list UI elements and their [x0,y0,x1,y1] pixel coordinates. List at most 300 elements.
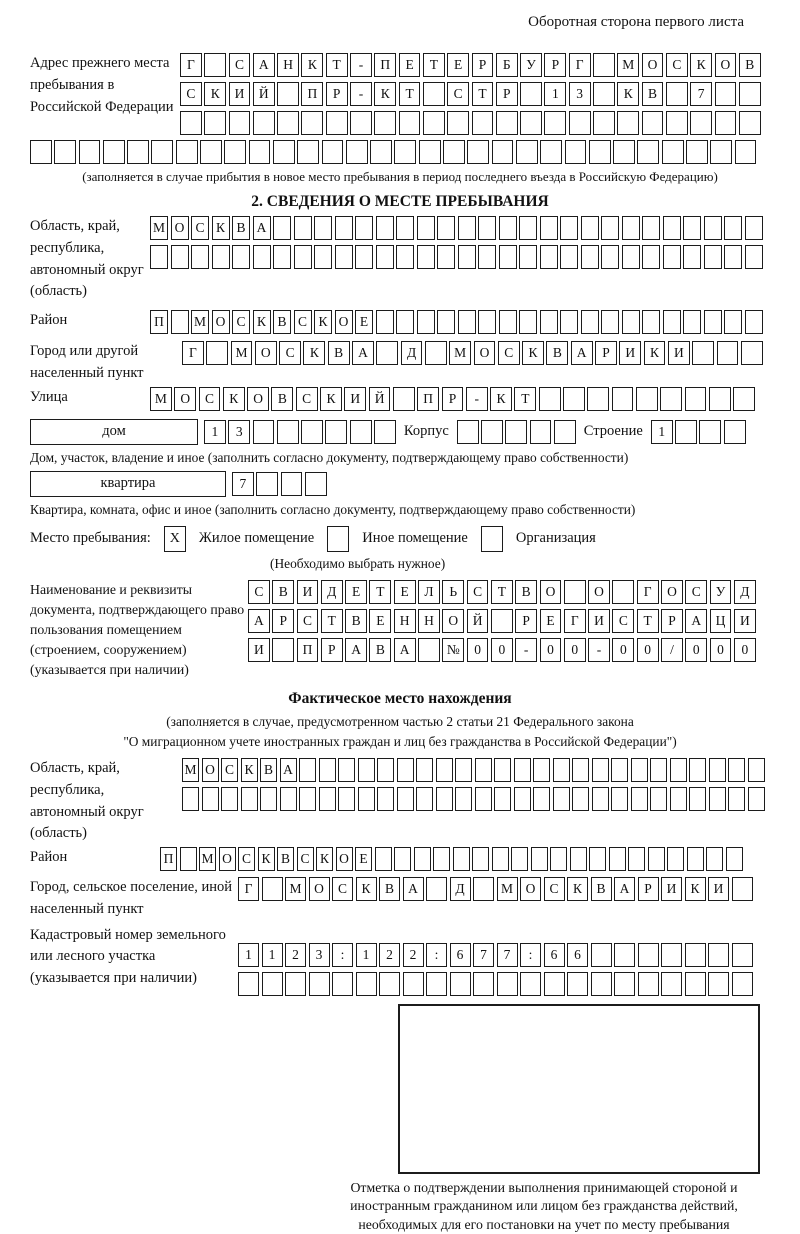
char-cell[interactable] [560,310,578,334]
char-cell[interactable]: 0 [685,638,707,662]
char-cell[interactable]: М [191,310,209,334]
char-cell[interactable]: - [588,638,610,662]
char-cell[interactable] [692,341,714,365]
char-cell[interactable]: Т [399,82,421,106]
char-cell[interactable] [497,972,518,996]
char-cell[interactable]: К [617,82,639,106]
char-cell[interactable]: С [666,53,688,77]
char-cell[interactable] [423,111,445,135]
char-cell[interactable] [417,216,435,240]
char-cell[interactable] [309,972,330,996]
char-cell[interactable] [628,847,645,871]
char-cell[interactable] [299,758,316,782]
char-cell[interactable] [540,140,562,164]
char-cell[interactable] [675,420,697,444]
char-cell[interactable] [663,216,681,240]
char-cell[interactable] [414,847,431,871]
char-cell[interactable]: Н [394,609,416,633]
char-cell[interactable] [79,140,101,164]
char-cell[interactable] [511,847,528,871]
char-cell[interactable] [314,245,332,269]
char-cell[interactable] [319,787,336,811]
char-cell[interactable]: С [221,758,238,782]
char-cell[interactable] [732,972,753,996]
char-cell[interactable] [601,310,619,334]
char-cell[interactable] [530,420,552,444]
char-cell[interactable]: И [619,341,641,365]
char-cell[interactable] [612,580,634,604]
char-cell[interactable] [436,787,453,811]
char-cell[interactable]: О [661,580,683,604]
char-cell[interactable] [171,310,189,334]
char-cell[interactable] [150,245,168,269]
char-cell[interactable]: - [350,53,372,77]
char-cell[interactable] [706,847,723,871]
char-cell[interactable] [253,420,275,444]
char-cell[interactable] [437,310,455,334]
char-cell[interactable] [724,310,742,334]
char-cell[interactable] [253,245,271,269]
char-cell[interactable] [416,758,433,782]
char-cell[interactable]: К [314,310,332,334]
char-cell[interactable] [457,420,479,444]
char-cell[interactable]: К [690,53,712,77]
char-cell[interactable]: В [739,53,761,77]
char-cell[interactable]: № [442,638,464,662]
char-cell[interactable] [224,140,246,164]
char-cell[interactable] [335,216,353,240]
char-cell[interactable]: 1 [238,943,259,967]
char-cell[interactable]: / [661,638,683,662]
char-cell[interactable] [581,216,599,240]
char-cell[interactable]: Р [515,609,537,633]
char-cell[interactable] [592,787,609,811]
char-cell[interactable] [346,140,368,164]
char-cell[interactable]: Г [569,53,591,77]
char-cell[interactable]: С [238,847,255,871]
char-cell[interactable] [660,387,682,411]
char-cell[interactable] [273,216,291,240]
char-cell[interactable] [514,758,531,782]
char-cell[interactable] [554,420,576,444]
char-cell[interactable] [350,420,372,444]
char-cell[interactable] [358,758,375,782]
char-cell[interactable]: В [271,387,293,411]
char-cell[interactable]: М [231,341,253,365]
char-cell[interactable] [262,972,283,996]
char-cell[interactable] [569,111,591,135]
char-cell[interactable]: О [255,341,277,365]
char-cell[interactable] [437,245,455,269]
char-cell[interactable] [687,847,704,871]
char-cell[interactable]: В [277,847,294,871]
char-cell[interactable] [591,972,612,996]
zhiloe-checkbox[interactable]: X [164,526,186,552]
char-cell[interactable]: Е [355,847,372,871]
char-cell[interactable] [455,787,472,811]
char-cell[interactable] [690,111,712,135]
char-cell[interactable]: А [403,877,424,901]
char-cell[interactable] [732,943,753,967]
char-cell[interactable] [733,387,755,411]
char-cell[interactable]: С [498,341,520,365]
char-cell[interactable] [587,387,609,411]
char-cell[interactable] [636,387,658,411]
char-cell[interactable]: 1 [651,420,673,444]
char-cell[interactable] [397,758,414,782]
char-cell[interactable]: - [350,82,372,106]
char-cell[interactable]: Р [544,53,566,77]
char-cell[interactable]: К [223,387,245,411]
char-cell[interactable]: У [710,580,732,604]
char-cell[interactable]: С [297,609,319,633]
char-cell[interactable] [565,140,587,164]
char-cell[interactable] [710,140,732,164]
char-cell[interactable]: Т [472,82,494,106]
char-cell[interactable] [567,972,588,996]
char-cell[interactable] [221,787,238,811]
char-cell[interactable] [332,972,353,996]
char-cell[interactable] [715,111,737,135]
char-cell[interactable] [473,877,494,901]
char-cell[interactable] [667,847,684,871]
char-cell[interactable] [611,758,628,782]
char-cell[interactable]: Б [496,53,518,77]
char-cell[interactable] [728,758,745,782]
char-cell[interactable] [393,387,415,411]
char-cell[interactable]: И [734,609,756,633]
char-cell[interactable]: Т [637,609,659,633]
char-cell[interactable] [377,758,394,782]
char-cell[interactable] [238,972,259,996]
char-cell[interactable]: С [296,387,318,411]
char-cell[interactable] [338,758,355,782]
char-cell[interactable] [709,758,726,782]
char-cell[interactable] [358,787,375,811]
char-cell[interactable]: А [345,638,367,662]
char-cell[interactable] [253,111,275,135]
char-cell[interactable] [732,877,753,901]
char-cell[interactable] [708,943,729,967]
char-cell[interactable]: Г [564,609,586,633]
char-cell[interactable] [396,216,414,240]
char-cell[interactable] [322,140,344,164]
char-cell[interactable]: В [345,609,367,633]
char-cell[interactable] [273,140,295,164]
char-cell[interactable] [355,216,373,240]
char-cell[interactable] [572,758,589,782]
char-cell[interactable] [728,787,745,811]
char-cell[interactable] [394,140,416,164]
char-cell[interactable]: П [417,387,439,411]
char-cell[interactable] [685,943,706,967]
char-cell[interactable] [609,847,626,871]
char-cell[interactable]: Р [595,341,617,365]
char-cell[interactable]: П [297,638,319,662]
char-cell[interactable] [494,758,511,782]
char-cell[interactable]: К [490,387,512,411]
char-cell[interactable] [256,472,278,496]
char-cell[interactable]: В [546,341,568,365]
char-cell[interactable] [670,787,687,811]
char-cell[interactable] [273,245,291,269]
char-cell[interactable] [458,245,476,269]
char-cell[interactable] [374,111,396,135]
char-cell[interactable] [419,140,441,164]
char-cell[interactable] [204,111,226,135]
char-cell[interactable] [739,82,761,106]
char-cell[interactable] [670,758,687,782]
char-cell[interactable]: О [247,387,269,411]
char-cell[interactable]: О [212,310,230,334]
char-cell[interactable]: А [280,758,297,782]
char-cell[interactable] [550,847,567,871]
char-cell[interactable] [519,245,537,269]
char-cell[interactable]: 1 [544,82,566,106]
char-cell[interactable]: К [253,310,271,334]
char-cell[interactable]: И [661,877,682,901]
char-cell[interactable]: Г [238,877,259,901]
char-cell[interactable] [297,140,319,164]
char-cell[interactable]: О [588,580,610,604]
char-cell[interactable]: О [202,758,219,782]
char-cell[interactable]: В [260,758,277,782]
char-cell[interactable] [622,310,640,334]
char-cell[interactable]: Р [321,638,343,662]
char-cell[interactable]: Р [496,82,518,106]
char-cell[interactable] [533,787,550,811]
char-cell[interactable] [478,216,496,240]
char-cell[interactable]: В [272,580,294,604]
char-cell[interactable] [376,310,394,334]
char-cell[interactable] [478,310,496,334]
char-cell[interactable]: В [369,638,391,662]
char-cell[interactable] [717,341,739,365]
char-cell[interactable] [570,847,587,871]
char-cell[interactable] [581,310,599,334]
char-cell[interactable]: 1 [204,420,226,444]
char-cell[interactable]: С [279,341,301,365]
char-cell[interactable] [748,758,765,782]
char-cell[interactable]: 0 [637,638,659,662]
char-cell[interactable]: Е [355,310,373,334]
char-cell[interactable] [370,140,392,164]
char-cell[interactable]: Р [472,53,494,77]
char-cell[interactable]: К [241,758,258,782]
char-cell[interactable]: С [297,847,314,871]
char-cell[interactable] [726,847,743,871]
char-cell[interactable]: К [356,877,377,901]
char-cell[interactable]: П [301,82,323,106]
char-cell[interactable] [709,387,731,411]
char-cell[interactable] [103,140,125,164]
char-cell[interactable] [376,245,394,269]
char-cell[interactable] [739,111,761,135]
char-cell[interactable] [533,758,550,782]
char-cell[interactable]: К [567,877,588,901]
char-cell[interactable] [374,420,396,444]
char-cell[interactable]: 1 [356,943,377,967]
char-cell[interactable]: 2 [403,943,424,967]
char-cell[interactable]: М [617,53,639,77]
char-cell[interactable] [294,245,312,269]
char-cell[interactable]: Г [637,580,659,604]
char-cell[interactable]: С [294,310,312,334]
char-cell[interactable]: - [466,387,488,411]
char-cell[interactable]: В [642,82,664,106]
char-cell[interactable] [642,216,660,240]
char-cell[interactable]: Д [401,341,423,365]
char-cell[interactable]: К [303,341,325,365]
char-cell[interactable]: 1 [262,943,283,967]
char-cell[interactable]: В [328,341,350,365]
char-cell[interactable] [745,310,763,334]
char-cell[interactable] [423,82,445,106]
char-cell[interactable] [499,310,517,334]
char-cell[interactable] [601,245,619,269]
char-cell[interactable]: Е [394,580,416,604]
char-cell[interactable] [30,140,52,164]
char-cell[interactable] [335,245,353,269]
char-cell[interactable]: Д [734,580,756,604]
char-cell[interactable] [611,787,628,811]
char-cell[interactable] [176,140,198,164]
char-cell[interactable] [741,341,763,365]
char-cell[interactable] [376,341,398,365]
char-cell[interactable] [338,787,355,811]
char-cell[interactable] [540,216,558,240]
char-cell[interactable] [417,310,435,334]
char-cell[interactable] [182,787,199,811]
char-cell[interactable] [301,420,323,444]
char-cell[interactable] [591,943,612,967]
char-cell[interactable] [683,310,701,334]
char-cell[interactable] [433,847,450,871]
char-cell[interactable] [685,387,707,411]
char-cell[interactable] [553,787,570,811]
char-cell[interactable]: С [447,82,469,106]
char-cell[interactable]: Д [450,877,471,901]
char-cell[interactable] [631,787,648,811]
char-cell[interactable]: О [642,53,664,77]
char-cell[interactable] [277,111,299,135]
char-cell[interactable] [229,111,251,135]
char-cell[interactable]: О [309,877,330,901]
char-cell[interactable]: О [174,387,196,411]
char-cell[interactable]: В [379,877,400,901]
char-cell[interactable]: И [248,638,270,662]
char-cell[interactable]: К [258,847,275,871]
char-cell[interactable] [560,245,578,269]
char-cell[interactable] [206,341,228,365]
char-cell[interactable] [301,111,323,135]
char-cell[interactable]: Т [321,609,343,633]
char-cell[interactable]: С [332,877,353,901]
char-cell[interactable] [151,140,173,164]
char-cell[interactable]: С [191,216,209,240]
char-cell[interactable]: Т [423,53,445,77]
char-cell[interactable]: С [232,310,250,334]
char-cell[interactable] [426,877,447,901]
char-cell[interactable] [686,140,708,164]
char-cell[interactable]: О [171,216,189,240]
char-cell[interactable]: Р [272,609,294,633]
char-cell[interactable] [531,847,548,871]
char-cell[interactable] [416,787,433,811]
char-cell[interactable]: - [515,638,537,662]
char-cell[interactable] [191,245,209,269]
char-cell[interactable]: А [253,53,275,77]
char-cell[interactable]: К [320,387,342,411]
char-cell[interactable]: 0 [491,638,513,662]
char-cell[interactable] [399,111,421,135]
char-cell[interactable] [724,420,746,444]
char-cell[interactable] [642,310,660,334]
char-cell[interactable] [305,472,327,496]
inoe-checkbox[interactable] [327,526,349,552]
char-cell[interactable]: П [150,310,168,334]
char-cell[interactable]: М [449,341,471,365]
char-cell[interactable] [564,580,586,604]
char-cell[interactable]: Г [182,341,204,365]
char-cell[interactable] [617,111,639,135]
char-cell[interactable] [285,972,306,996]
char-cell[interactable] [614,972,635,996]
char-cell[interactable]: А [394,638,416,662]
char-cell[interactable]: Ь [442,580,464,604]
char-cell[interactable] [262,877,283,901]
char-cell[interactable] [127,140,149,164]
char-cell[interactable]: И [668,341,690,365]
char-cell[interactable]: К [212,216,230,240]
char-cell[interactable] [491,609,513,633]
char-cell[interactable] [638,972,659,996]
char-cell[interactable] [661,943,682,967]
char-cell[interactable]: М [182,758,199,782]
char-cell[interactable] [437,216,455,240]
char-cell[interactable] [403,972,424,996]
char-cell[interactable] [642,111,664,135]
char-cell[interactable] [499,216,517,240]
char-cell[interactable]: А [614,877,635,901]
char-cell[interactable] [539,387,561,411]
char-cell[interactable]: Й [253,82,275,106]
char-cell[interactable]: В [591,877,612,901]
char-cell[interactable] [475,758,492,782]
char-cell[interactable] [589,847,606,871]
char-cell[interactable] [277,82,299,106]
char-cell[interactable] [540,310,558,334]
char-cell[interactable]: 2 [285,943,306,967]
char-cell[interactable]: К [374,82,396,106]
char-cell[interactable] [724,216,742,240]
char-cell[interactable]: М [199,847,216,871]
char-cell[interactable]: 6 [567,943,588,967]
char-cell[interactable] [715,82,737,106]
char-cell[interactable] [200,140,222,164]
char-cell[interactable] [592,758,609,782]
char-cell[interactable]: К [301,53,323,77]
char-cell[interactable] [499,245,517,269]
char-cell[interactable] [396,310,414,334]
char-cell[interactable] [520,111,542,135]
char-cell[interactable]: 6 [450,943,471,967]
char-cell[interactable]: К [644,341,666,365]
char-cell[interactable] [458,216,476,240]
char-cell[interactable]: И [297,580,319,604]
char-cell[interactable]: О [520,877,541,901]
char-cell[interactable] [478,245,496,269]
